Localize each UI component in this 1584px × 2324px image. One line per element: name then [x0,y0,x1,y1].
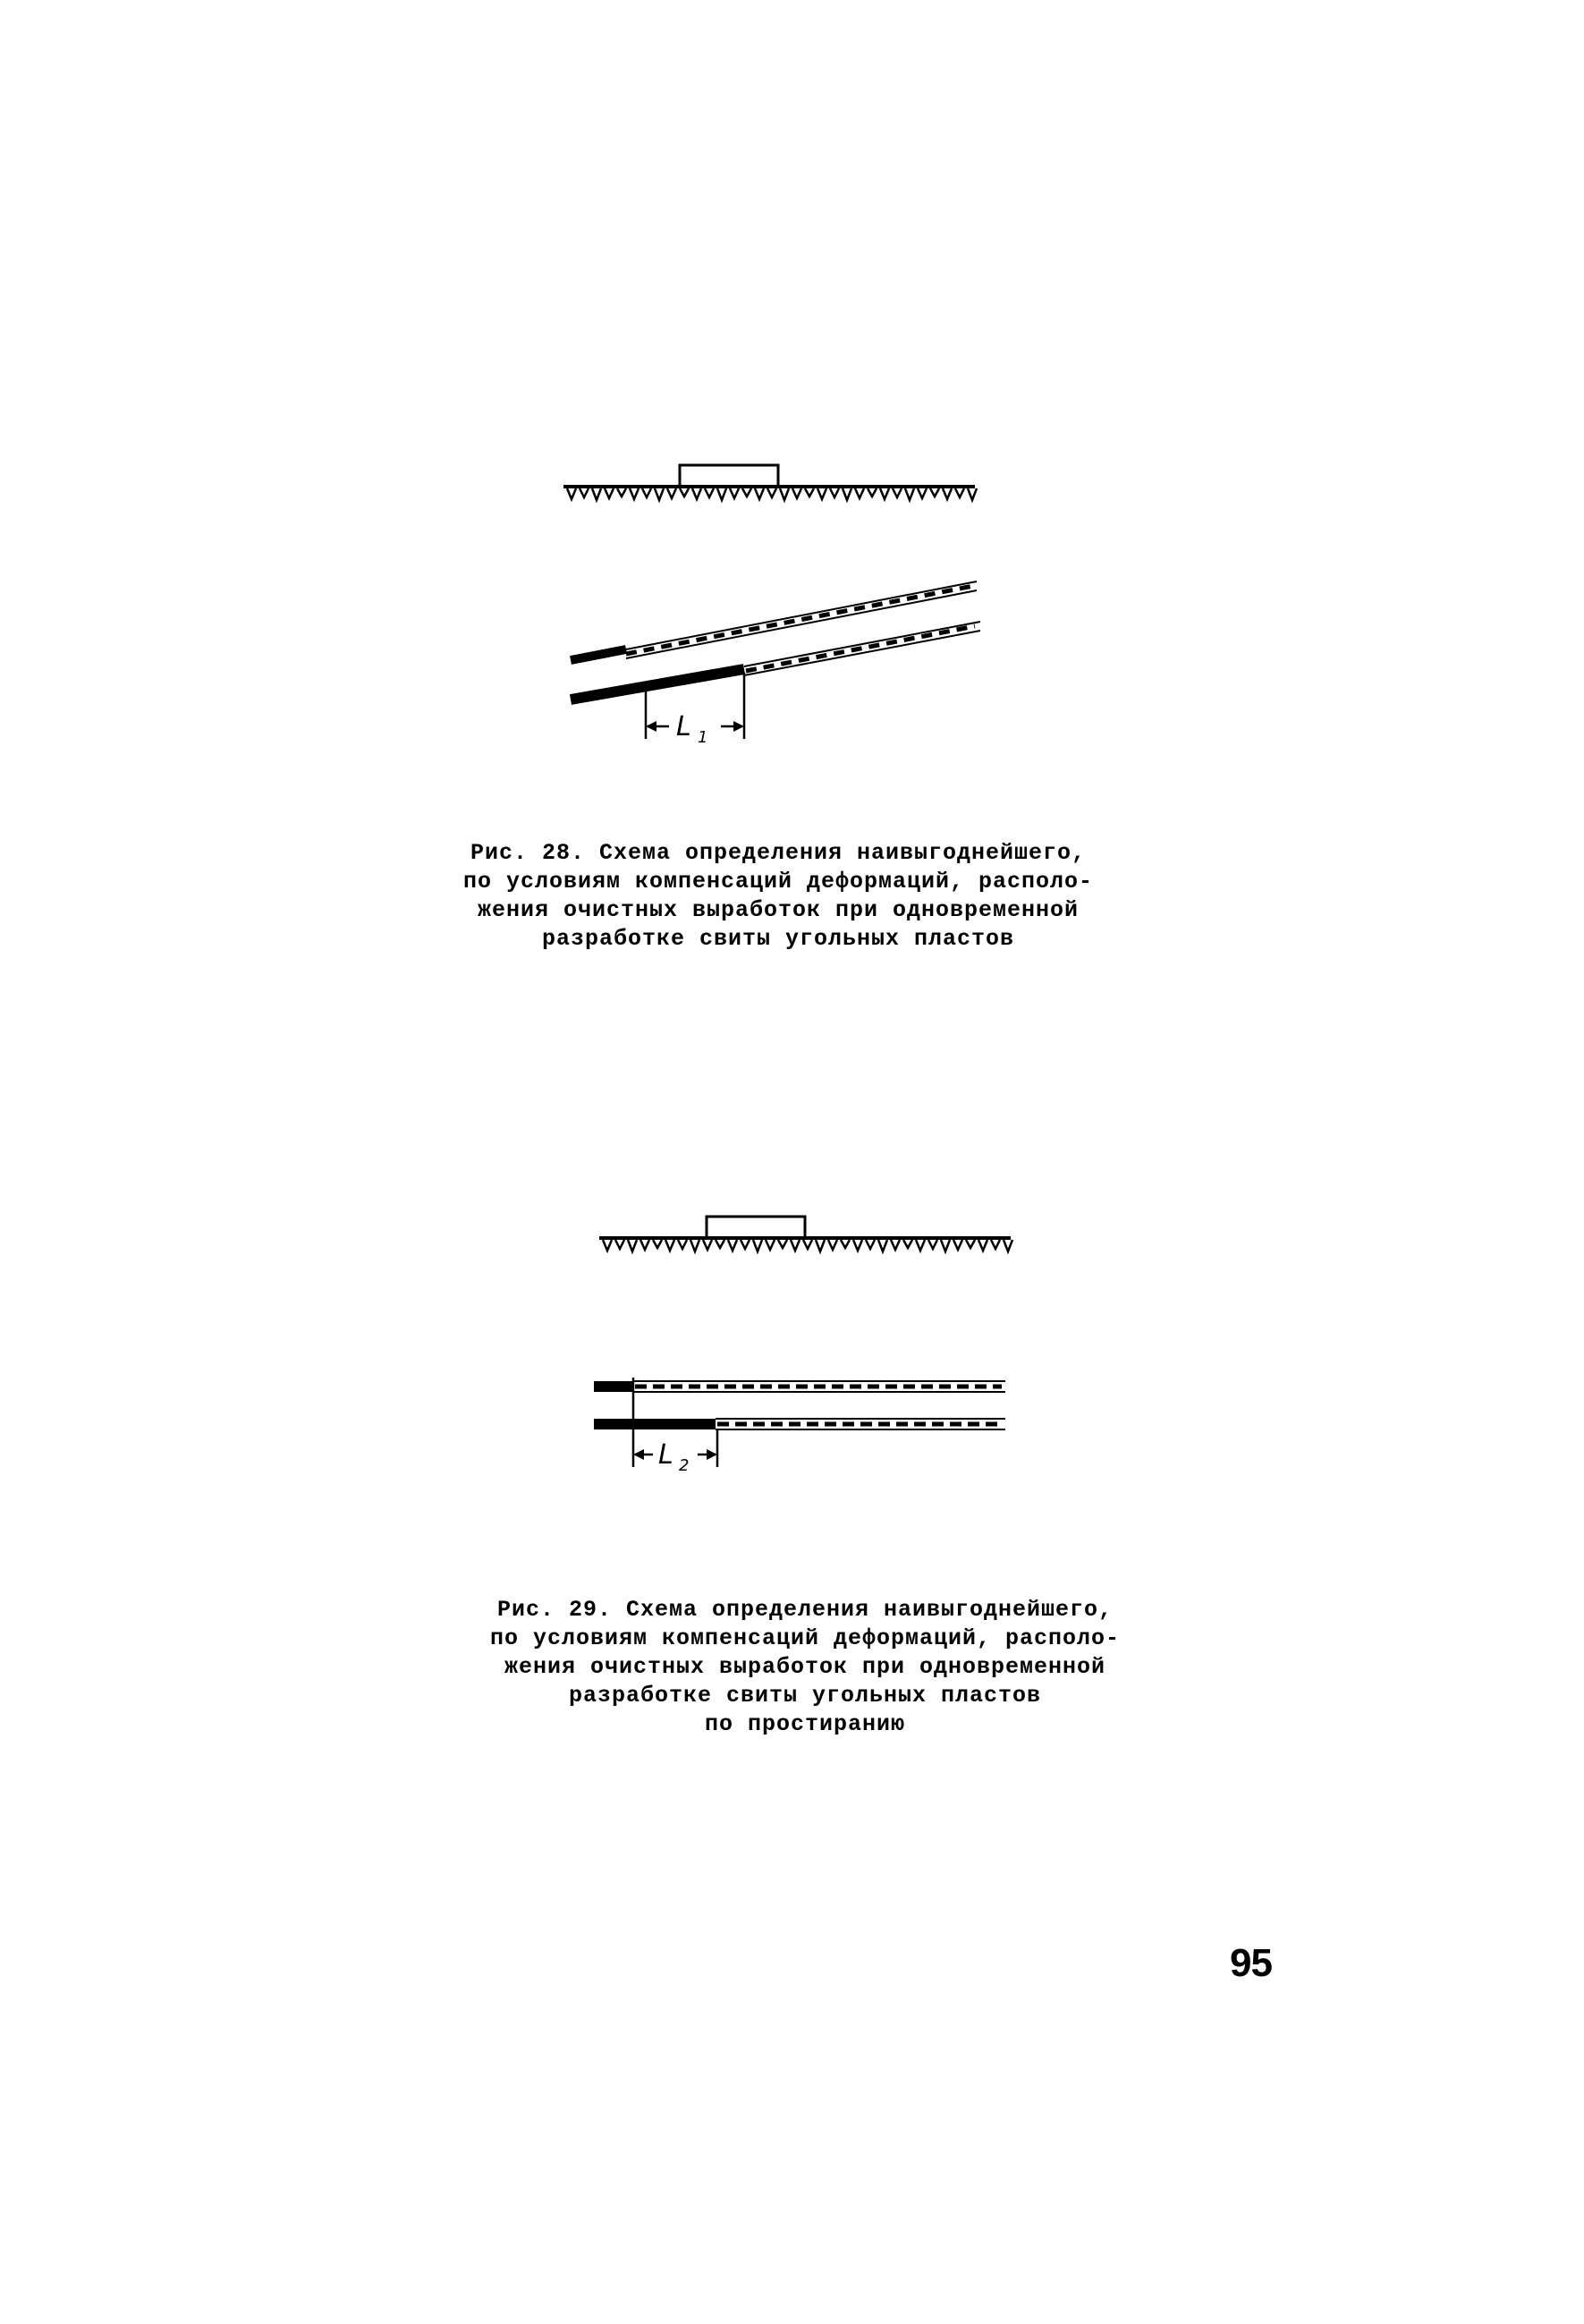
figure-29-diagram [572,1199,1038,1503]
ground-hatch-mark [628,1240,637,1251]
page-number: 95 [1230,1941,1272,1985]
caption-line: Рис. 29. Схема определения наивыгоднейшего, [496,1597,1114,1623]
ground-hatching [603,1240,1012,1251]
ground-hatch-mark [830,488,839,497]
ground-hatch-mark [1004,1240,1012,1251]
ground-hatch-mark [991,1240,1000,1249]
ground-hatch-mark [816,1240,825,1251]
caption-line: по условиям компенсаций деформаций, располо- [489,1625,1121,1651]
ground-hatch-mark [755,488,764,499]
ground-hatch-mark [805,488,814,496]
ground-hatch-mark [843,488,851,500]
ground-hatch-mark [680,488,689,496]
caption-line: разработке свиты угольных пластов [568,1683,1042,1709]
ground-hatch-mark [567,488,576,499]
figure-28-caption [438,839,1118,954]
figure-28-diagram [537,447,1002,769]
ground-hatch-mark [928,1240,937,1249]
ground-hatch-mark [891,1240,900,1250]
caption-line: по условиям компенсаций деформаций, располо- [462,869,1094,895]
ground-hatch-mark [778,1240,787,1248]
ground-hatch-mark [868,488,877,496]
dimension-l2-label: L [658,1439,673,1471]
ground-hatch-mark [690,1240,699,1251]
ground-hatch-mark [653,1240,662,1248]
ground-hatch-mark [916,1240,925,1251]
caption-line: Рис. 28. Схема определения наивыгоднейшего, [470,840,1087,866]
ground-hatch-mark [955,488,964,497]
caption-line: разработке свиты угольных пластов [541,926,1015,952]
ground-hatch-mark [667,488,676,498]
ground-hatch-mark [978,1240,987,1251]
ground-hatch-mark [918,488,927,498]
ground-hatch-mark [791,1240,800,1251]
ground-hatch-mark [705,488,714,497]
ground-hatch-mark [692,488,701,499]
surface-building [707,1217,805,1238]
ground-hatch-mark [630,488,639,499]
ground-hatch-mark [730,488,739,498]
ground-hatch-mark [655,488,664,500]
ground-hatch-mark [878,1240,887,1251]
ground-hatch-mark [803,1240,812,1249]
dimension-l1-label: L [676,711,691,742]
ground-hatch-mark [828,1240,837,1250]
ground-hatch-mark [580,488,589,497]
ground-hatch-mark [742,488,751,496]
ground-hatch-mark [753,1240,762,1251]
ground-hatch-mark [966,1240,975,1248]
ground-hatch-mark [893,488,902,497]
ground-hatch-mark [603,1240,612,1251]
ground-hatch-mark [640,1240,649,1250]
upper-seam [571,581,977,660]
ground-hatch-mark [968,488,977,500]
ground-hatch-mark [866,1240,875,1249]
upper-seam [594,1381,1005,1392]
ground-hatch-mark [817,488,826,499]
ground-hatch-mark [905,488,914,500]
caption-line: по простиранию [704,1711,906,1737]
surface-building [680,465,778,487]
ground-hatch-mark [728,1240,737,1251]
ground-hatch-mark [855,488,864,498]
ground-hatch-mark [767,488,776,497]
ground-hatch-mark [615,1240,624,1249]
ground-hatch-mark [780,488,789,500]
ground-hatch-mark [717,488,726,500]
lower-seam [571,622,980,700]
caption-line: жения очистных выработок при одновременной [477,897,1080,923]
ground-hatch-mark [617,488,626,496]
ground-hatch-mark [903,1240,912,1248]
ground-hatch-mark [792,488,801,498]
ground-hatch-mark [853,1240,862,1251]
ground-hatch-mark [841,1240,850,1248]
dimension-l2-subscript: 2 [679,1456,690,1475]
ground-hatch-mark [592,488,601,500]
ground-hatching [567,488,977,500]
ground-hatch-mark [943,488,952,499]
ground-hatch-mark [953,1240,962,1250]
ground-hatch-mark [703,1240,712,1250]
ground-hatch-mark [766,1240,775,1250]
ground-hatch-mark [678,1240,687,1249]
figure-29-caption [452,1596,1158,1739]
ground-hatch-mark [642,488,651,497]
ground-hatch-mark [741,1240,750,1249]
lower-seam [594,1419,1005,1429]
ground-hatch-mark [941,1240,950,1251]
dimension-l1-subscript: 1 [698,728,708,747]
ground-hatch-mark [605,488,614,498]
caption-line: жения очистных выработок при одновременной [504,1654,1106,1680]
ground-hatch-mark [716,1240,724,1248]
ground-hatch-mark [930,488,939,496]
ground-hatch-mark [665,1240,674,1251]
ground-hatch-mark [880,488,889,499]
